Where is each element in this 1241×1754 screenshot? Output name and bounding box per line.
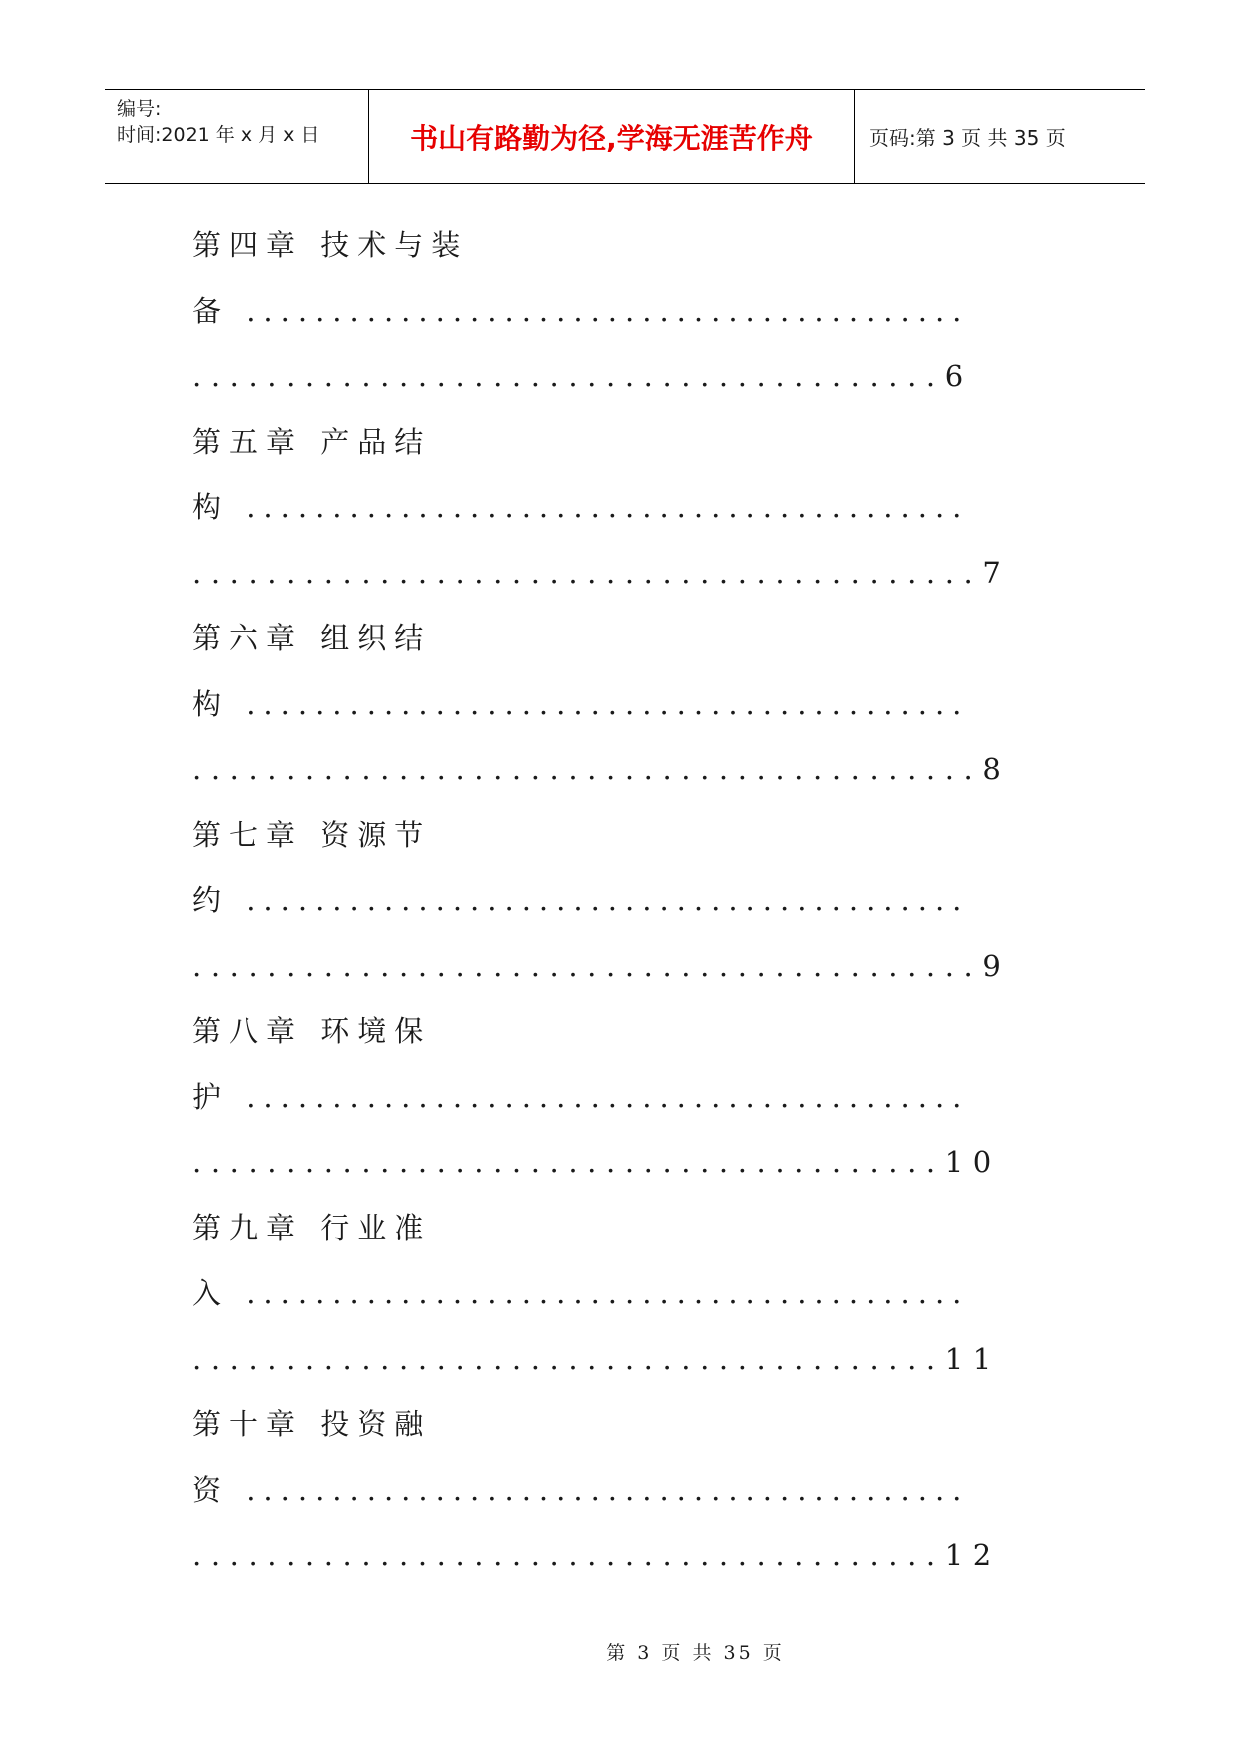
toc-entry[interactable]: [192, 999, 1082, 1196]
toc-leader-dots: ........................................: [192, 359, 945, 393]
toc-leader-dots: ..........................................: [192, 555, 983, 590]
toc-entry-leader-line: [192, 344, 1082, 410]
table-of-contents: [192, 213, 1082, 1589]
toc-page-number: 11: [944, 1341, 1001, 1376]
toc-entry-title-continuation: 入 ..........................................: [192, 1276, 970, 1310]
toc-page-number: 10: [944, 1145, 1001, 1179]
toc-entry-title-continuation: 构 ..........................................: [192, 490, 970, 524]
toc-entry[interactable]: [192, 410, 1082, 607]
toc-entry-leader-line: [192, 1130, 1082, 1196]
toc-page-number: 6: [944, 359, 973, 393]
header-motto-cell: [368, 90, 855, 183]
toc-entry[interactable]: [192, 213, 1082, 410]
header-page-info-cell: [855, 90, 1159, 183]
header-page-info: 页码:第 3 页 共 35 页: [869, 126, 1066, 150]
page-header: [105, 89, 1145, 184]
toc-page-number: 7: [982, 555, 1011, 590]
toc-entry-title: 第四章 技术与装: [192, 228, 469, 262]
toc-entry-leader-line: [192, 934, 1082, 1000]
toc-entry-title: 第五章 产品结: [192, 424, 432, 459]
toc-leader-dots: ........................................: [192, 1538, 945, 1572]
toc-page-number: 12: [944, 1538, 1001, 1572]
toc-entry-leader-line: [192, 1327, 1082, 1393]
header-motto: 书山有路勤为径,学海无涯苦作舟: [410, 121, 813, 155]
toc-entry-title: 第九章 行业准: [192, 1210, 432, 1245]
toc-entry-title-continuation: 约 ..........................................: [192, 883, 970, 917]
toc-entry[interactable]: [192, 803, 1082, 1000]
toc-entry-title: 第七章 资源节: [192, 817, 432, 852]
document-number-label: 编号:: [117, 98, 162, 120]
toc-entry-leader-line: [192, 1523, 1082, 1589]
header-meta: [105, 90, 368, 183]
toc-leader-dots: ..........................................: [192, 948, 983, 983]
toc-leader-dots: ..........................................: [192, 752, 983, 786]
toc-entry-title: 第十章 投资融: [192, 1407, 432, 1441]
toc-entry-title-continuation: 护 ..........................................: [192, 1079, 970, 1114]
toc-entry-title: 第八章 环境保: [192, 1014, 432, 1048]
toc-entry[interactable]: [192, 606, 1082, 803]
toc-entry-title-continuation: 备 ..........................................: [192, 293, 970, 328]
toc-entry[interactable]: [192, 1196, 1082, 1393]
toc-page-number: 8: [982, 752, 1011, 786]
document-time-label: 时间:2021 年 x 月 x 日: [117, 124, 320, 146]
toc-page-number: 9: [982, 948, 1011, 983]
page-footer: 第 3 页 共 35 页: [606, 1642, 785, 1664]
toc-leader-dots: ........................................: [192, 1341, 945, 1376]
toc-entry-title-continuation: 构 ..........................................: [192, 686, 970, 721]
toc-entry-leader-line: [192, 541, 1082, 607]
toc-entry-title-continuation: 资 ..........................................: [192, 1472, 970, 1507]
toc-leader-dots: ........................................: [192, 1145, 945, 1179]
toc-entry-leader-line: [192, 737, 1082, 803]
toc-entry[interactable]: [192, 1392, 1082, 1589]
toc-entry-title: 第六章 组织结: [192, 621, 432, 655]
